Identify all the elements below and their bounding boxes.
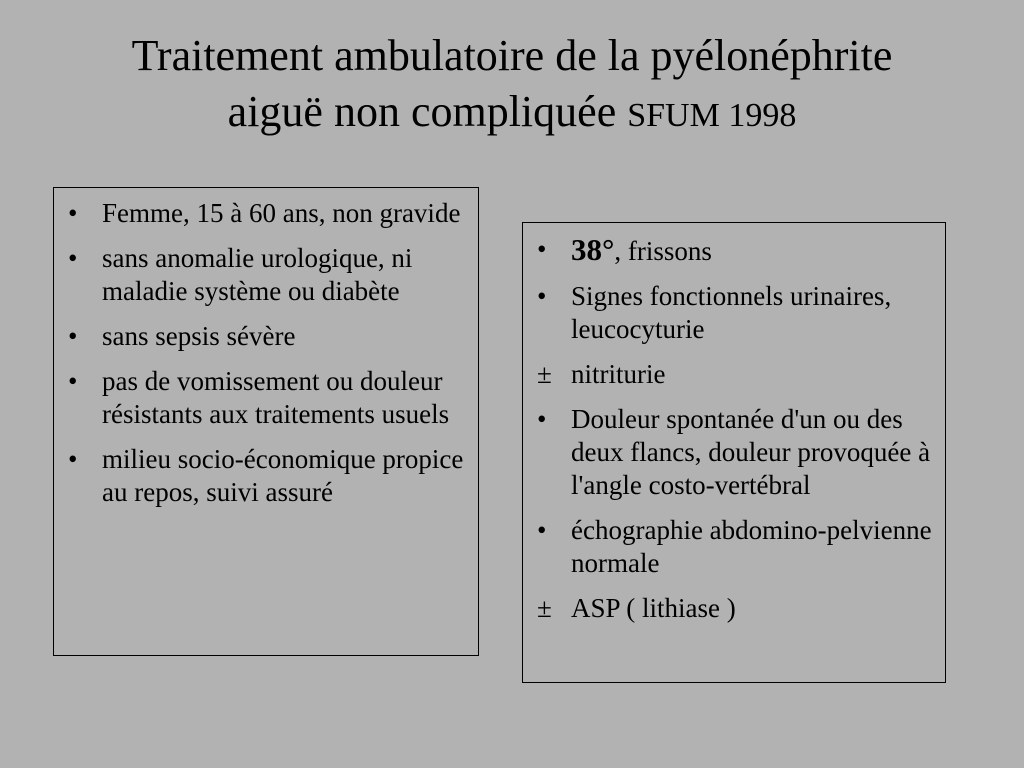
list-item <box>533 403 938 502</box>
list-item <box>64 320 474 353</box>
list-item-text: Douleur spontanée d'un ou des deux flancs, douleur provoquée à l'angle costo-vertébral <box>571 404 931 500</box>
list-item-text: ASP ( lithiase ) <box>571 593 736 623</box>
title-line-2-text: aiguë non compliquée <box>227 87 628 136</box>
title-source: SFUM 1998 <box>627 97 797 134</box>
bullet-marker: • <box>68 243 78 273</box>
list-item-text: nitriturie <box>571 359 666 389</box>
list-item-text: Femme, 15 à 60 ans, non gravide <box>102 198 461 228</box>
list-item <box>533 233 938 268</box>
bullet-marker: • <box>537 404 547 434</box>
list-item-text: pas de vomissement ou douleur résistants aux traitements usuels <box>102 366 450 429</box>
title-line-2 <box>0 84 1024 144</box>
bullet-marker: • <box>68 198 78 228</box>
list-item <box>533 592 938 625</box>
slide-title <box>0 28 1024 144</box>
list-item-text: , frissons <box>614 236 712 266</box>
list-item-text: sans anomalie urologique, ni maladie système ou diabète <box>102 243 413 306</box>
list-item-text: milieu socio-économique propice au repos, suivi assuré <box>102 444 464 507</box>
list-item <box>64 443 474 509</box>
list-item <box>64 197 474 230</box>
list-item <box>533 358 938 391</box>
temperature-value: 38° <box>571 232 615 267</box>
criteria-box-left <box>53 187 479 656</box>
list-item-text: échographie abdomino-pelvienne normale <box>571 515 932 578</box>
plus-minus-marker: ± <box>537 359 552 389</box>
bullet-marker: • <box>68 321 78 351</box>
plus-minus-marker: ± <box>537 593 552 623</box>
criteria-box-right <box>522 222 946 683</box>
bullet-marker: • <box>537 281 547 311</box>
bullet-marker: • <box>68 444 78 474</box>
list-item-text: Signes fonctionnels urinaires, leucocyturie <box>571 281 892 344</box>
left-criteria-list <box>64 197 474 521</box>
right-criteria-list <box>533 233 938 637</box>
title-line-1: Traitement ambulatoire de la pyélonéphrite <box>131 31 893 80</box>
list-item-text: sans sepsis sévère <box>102 321 296 351</box>
bullet-marker: • <box>68 366 78 396</box>
list-item <box>64 365 474 431</box>
bullet-marker: • <box>537 515 547 545</box>
list-item <box>533 514 938 580</box>
bullet-marker: • <box>537 234 547 264</box>
list-item <box>533 280 938 346</box>
list-item <box>64 242 474 308</box>
